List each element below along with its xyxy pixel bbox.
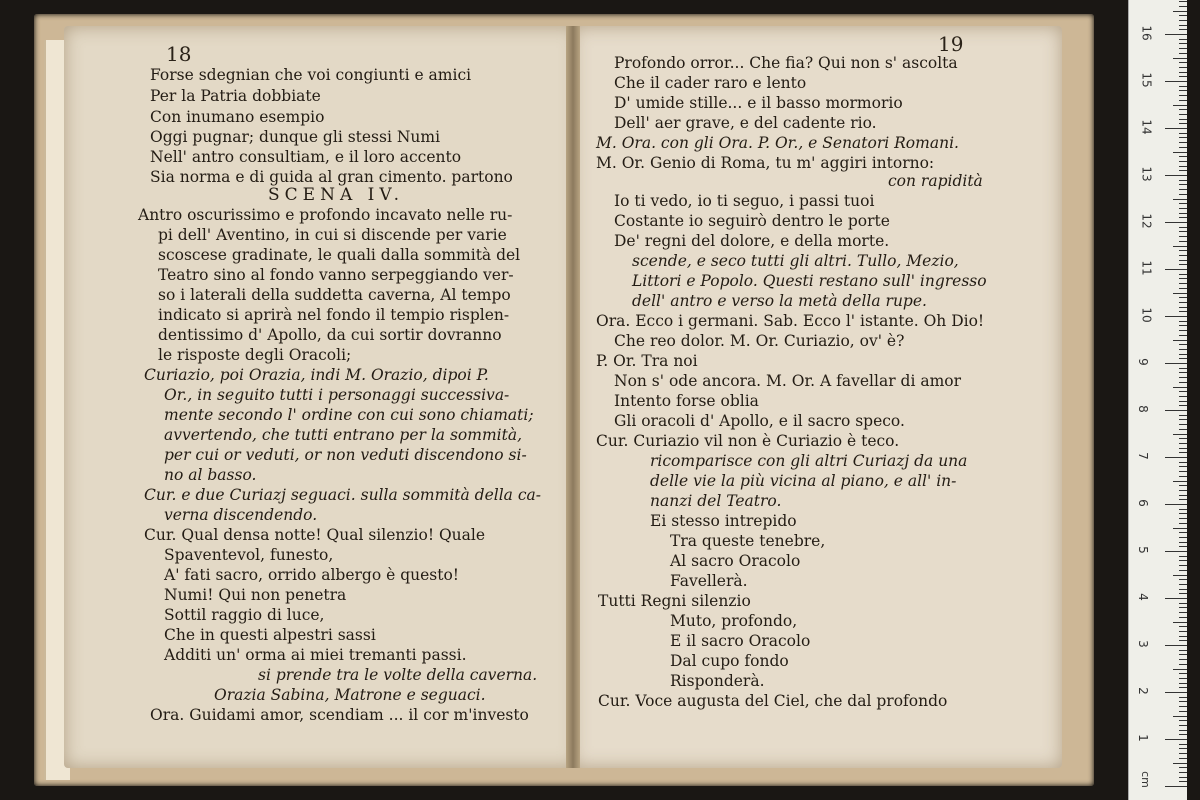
ruler-tick xyxy=(1179,664,1187,665)
ruler-tick xyxy=(1179,509,1187,510)
ruler-tick xyxy=(1179,744,1187,745)
ruler-label: 7 xyxy=(1135,452,1150,460)
ruler-tick xyxy=(1165,269,1187,270)
ruler-tick xyxy=(1173,481,1187,482)
text-line: Numi! Qui non penetra xyxy=(164,586,347,604)
ruler-tick xyxy=(1179,617,1187,618)
ruler-tick xyxy=(1179,20,1187,21)
ruler-tick xyxy=(1165,81,1187,82)
text-line: Sia norma e di guida al gran cimento. partono xyxy=(150,168,513,186)
text-line: Cur. Voce augusta del Ciel, che dal profondo xyxy=(598,692,948,710)
ruler-tick xyxy=(1179,119,1187,120)
text-line: Cur. e due Curiazj seguaci. sulla sommità della ca- xyxy=(144,486,542,504)
text-line: Antro oscurissimo e profondo incavato nelle ru- xyxy=(138,206,513,224)
ruler-tick xyxy=(1179,184,1187,185)
ruler-tick xyxy=(1179,673,1187,674)
ruler-tick xyxy=(1165,34,1187,35)
ruler-tick xyxy=(1179,570,1187,571)
text-line: Che reo dolor. M. Or. Curiazio, ov' è? xyxy=(614,332,905,350)
text-line: verna discendendo. xyxy=(164,506,318,524)
text-line: con rapidità xyxy=(888,172,983,190)
ruler-tick xyxy=(1179,730,1187,731)
ruler-tick xyxy=(1179,29,1187,30)
ruler-tick xyxy=(1179,748,1187,749)
text-line: Spaventevol, funesto, xyxy=(164,546,334,564)
ruler-tick xyxy=(1165,598,1187,599)
ruler-tick xyxy=(1179,603,1187,604)
text-line: Muto, profondo, xyxy=(670,612,798,630)
ruler-tick xyxy=(1179,401,1187,402)
ruler-tick xyxy=(1173,58,1187,59)
ruler-tick xyxy=(1179,476,1187,477)
text-line: Gli oracoli d' Apollo, e il sacro speco. xyxy=(614,412,905,430)
ruler-tick xyxy=(1179,133,1187,134)
text-line: Con inumano esempio xyxy=(150,108,325,126)
ruler-label: 2 xyxy=(1135,687,1150,695)
ruler-tick xyxy=(1179,76,1187,77)
text-line: dell' antro e verso la metà della rupe. xyxy=(632,292,927,310)
ruler-tick xyxy=(1179,513,1187,514)
ruler-tick xyxy=(1179,67,1187,68)
ruler-tick xyxy=(1173,763,1187,764)
ruler-tick xyxy=(1179,72,1187,73)
ruler-tick xyxy=(1179,452,1187,453)
ruler-tick xyxy=(1179,382,1187,383)
text-line: Ora. Ecco i germani. Sab. Ecco l' istante. Oh Dio! xyxy=(596,312,985,330)
ruler-tick xyxy=(1165,410,1187,411)
ruler-tick xyxy=(1165,222,1187,223)
ruler-tick xyxy=(1165,739,1187,740)
ruler-tick xyxy=(1165,551,1187,552)
ruler-tick xyxy=(1179,274,1187,275)
ruler-tick xyxy=(1179,777,1187,778)
ruler-tick xyxy=(1179,302,1187,303)
ruler-tick xyxy=(1179,142,1187,143)
text-line: no al basso. xyxy=(164,466,257,484)
ruler-tick xyxy=(1179,758,1187,759)
ruler-tick xyxy=(1179,90,1187,91)
ruler-tick xyxy=(1179,448,1187,449)
ruler-tick xyxy=(1173,105,1187,106)
ruler-label: 16 xyxy=(1139,25,1154,41)
ruler-tick xyxy=(1179,194,1187,195)
ruler-tick xyxy=(1165,363,1187,364)
ruler-tick xyxy=(1173,387,1187,388)
ruler-tick xyxy=(1179,725,1187,726)
text-line: Costante io seguirò dentro le porte xyxy=(614,212,890,230)
ruler-tick xyxy=(1179,593,1187,594)
ruler-tick xyxy=(1179,283,1187,284)
ruler-tick xyxy=(1173,293,1187,294)
ruler-tick xyxy=(1179,213,1187,214)
ruler-tick xyxy=(1179,161,1187,162)
text-line: Tutti Regni silenzio xyxy=(598,592,751,610)
ruler-tick xyxy=(1179,781,1187,782)
ruler-tick xyxy=(1179,180,1187,181)
ruler-tick xyxy=(1179,542,1187,543)
ruler-tick xyxy=(1179,1,1187,2)
ruler-tick xyxy=(1179,62,1187,63)
ruler-label: 13 xyxy=(1139,166,1154,182)
ruler-tick xyxy=(1179,471,1187,472)
text-line: Favellerà. xyxy=(670,572,748,590)
ruler-tick xyxy=(1179,137,1187,138)
ruler-tick xyxy=(1179,368,1187,369)
ruler-tick xyxy=(1179,490,1187,491)
ruler-tick xyxy=(1179,321,1187,322)
ruler-tick xyxy=(1173,622,1187,623)
text-line: avvertendo, che tutti entrano per la sommità, xyxy=(164,426,523,444)
ruler-tick xyxy=(1179,424,1187,425)
ruler-tick xyxy=(1179,231,1187,232)
ruler-tick xyxy=(1179,438,1187,439)
book-gutter xyxy=(566,26,580,768)
ruler-tick xyxy=(1173,669,1187,670)
text-line: scende, e seco tutti gli altri. Tullo, Mezio, xyxy=(632,252,959,270)
ruler-tick xyxy=(1179,391,1187,392)
text-line: Littori e Popolo. Questi restano sull' ingresso xyxy=(632,272,987,290)
ruler-tick xyxy=(1179,114,1187,115)
text-line: Ora. Guidami amor, scendiam ... il cor m'investo xyxy=(150,706,529,724)
ruler-tick xyxy=(1179,86,1187,87)
ruler-tick xyxy=(1179,217,1187,218)
ruler-tick xyxy=(1179,485,1187,486)
ruler-tick xyxy=(1179,15,1187,16)
text-line: E il sacro Oracolo xyxy=(670,632,811,650)
ruler-label: 6 xyxy=(1135,499,1150,507)
ruler-label: 4 xyxy=(1135,593,1150,601)
ruler-tick xyxy=(1173,434,1187,435)
ruler-tick xyxy=(1179,466,1187,467)
ruler-label: 10 xyxy=(1139,307,1154,323)
ruler-tick xyxy=(1179,372,1187,373)
text-line: Sottil raggio di luce, xyxy=(164,606,325,624)
ruler-tick xyxy=(1179,683,1187,684)
ruler-label: 15 xyxy=(1139,72,1154,88)
ruler-tick xyxy=(1179,95,1187,96)
ruler-tick xyxy=(1179,659,1187,660)
ruler-tick xyxy=(1179,532,1187,533)
ruler-tick xyxy=(1179,25,1187,26)
ruler-tick xyxy=(1179,227,1187,228)
text-line: nanzi del Teatro. xyxy=(650,492,782,510)
text-line: Oggi pugnar; dunque gli stessi Numi xyxy=(150,128,441,146)
ruler-tick xyxy=(1165,645,1187,646)
ruler-tick xyxy=(1179,330,1187,331)
ruler-tick xyxy=(1179,241,1187,242)
ruler-tick xyxy=(1179,100,1187,101)
text-line: De' regni del dolore, e della morte. xyxy=(614,232,890,250)
ruler-label: 5 xyxy=(1135,546,1150,554)
ruler-tick xyxy=(1179,560,1187,561)
ruler-tick xyxy=(1179,43,1187,44)
text-line: Che in questi alpestri sassi xyxy=(164,626,376,644)
ruler-tick xyxy=(1165,316,1187,317)
ruler-tick xyxy=(1179,523,1187,524)
ruler-tick xyxy=(1179,264,1187,265)
ruler-tick xyxy=(1179,556,1187,557)
text-line: M. Ora. con gli Ora. P. Or., e Senatori Romani. xyxy=(596,134,959,152)
ruler-tick xyxy=(1179,565,1187,566)
ruler-tick xyxy=(1179,584,1187,585)
ruler-tick xyxy=(1179,636,1187,637)
ruler-tick xyxy=(1165,175,1187,176)
ruler-tick xyxy=(1179,39,1187,40)
ruler-tick xyxy=(1173,528,1187,529)
measurement-ruler xyxy=(1128,0,1187,800)
ruler-tick xyxy=(1173,340,1187,341)
left-page-number: 18 xyxy=(166,42,192,66)
ruler-tick xyxy=(1179,109,1187,110)
ruler-tick xyxy=(1179,297,1187,298)
ruler-tick xyxy=(1179,495,1187,496)
ruler-tick xyxy=(1179,48,1187,49)
ruler-label: 14 xyxy=(1139,119,1154,135)
ruler-tick xyxy=(1179,711,1187,712)
ruler-tick xyxy=(1179,405,1187,406)
ruler-tick xyxy=(1165,128,1187,129)
ruler-tick xyxy=(1179,631,1187,632)
ruler-tick xyxy=(1179,358,1187,359)
ruler-tick xyxy=(1179,767,1187,768)
text-line: Ei stesso intrepido xyxy=(650,512,797,530)
text-line: P. Or. Tra noi xyxy=(596,352,698,370)
ruler-tick xyxy=(1179,396,1187,397)
text-line: Che il cader raro e lento xyxy=(614,74,807,92)
ruler-tick xyxy=(1165,504,1187,505)
ruler-tick xyxy=(1165,692,1187,693)
text-line: ricomparisce con gli altri Curiazj da una xyxy=(650,452,968,470)
ruler-label: 9 xyxy=(1135,358,1150,366)
ruler-unit-label: cm xyxy=(1138,771,1152,788)
text-line: Curiazio, poi Orazia, indi M. Orazio, dipoi P. xyxy=(144,366,489,384)
ruler-tick xyxy=(1179,678,1187,679)
text-line: Orazia Sabina, Matrone e seguaci. xyxy=(214,686,486,704)
ruler-tick xyxy=(1179,307,1187,308)
ruler-tick xyxy=(1179,462,1187,463)
ruler-tick xyxy=(1165,786,1187,787)
right-page-number: 19 xyxy=(938,32,964,56)
ruler-tick xyxy=(1179,499,1187,500)
text-line: Nell' antro consultiam, e il loro accento xyxy=(150,148,462,166)
ruler-tick xyxy=(1179,147,1187,148)
ruler-tick xyxy=(1173,199,1187,200)
ruler-tick xyxy=(1179,697,1187,698)
ruler-label: 1 xyxy=(1135,734,1150,742)
ruler-tick xyxy=(1179,250,1187,251)
ruler-tick xyxy=(1179,518,1187,519)
ruler-tick xyxy=(1179,354,1187,355)
ruler-tick xyxy=(1179,772,1187,773)
ruler-tick xyxy=(1179,236,1187,237)
text-line: mente secondo l' ordine con cui sono chiamati; xyxy=(164,406,534,424)
ruler-tick xyxy=(1179,626,1187,627)
ruler-tick xyxy=(1179,288,1187,289)
text-line: Forse sdegnian che voi congiunti e amici xyxy=(150,66,472,84)
ruler-tick xyxy=(1165,457,1187,458)
ruler-tick xyxy=(1179,278,1187,279)
ruler-tick xyxy=(1179,255,1187,256)
text-line: Intento forse oblia xyxy=(614,392,759,410)
ruler-tick xyxy=(1179,720,1187,721)
ruler-tick xyxy=(1179,415,1187,416)
text-line: Per la Patria dobbiate xyxy=(150,87,321,105)
text-line: per cui or veduti, or non veduti discendono si- xyxy=(164,446,527,464)
ruler-tick xyxy=(1179,687,1187,688)
ruler-tick xyxy=(1179,208,1187,209)
text-line: Tra queste tenebre, xyxy=(670,532,826,550)
ruler-tick xyxy=(1179,6,1187,7)
ruler-tick xyxy=(1179,377,1187,378)
ruler-label: 8 xyxy=(1135,405,1150,413)
text-line: Additi un' orma ai miei tremanti passi. xyxy=(164,646,467,664)
text-line: Dell' aer grave, e del cadente rio. xyxy=(614,114,877,132)
ruler-tick xyxy=(1179,325,1187,326)
ruler-label: 12 xyxy=(1139,213,1154,229)
ruler-tick xyxy=(1179,589,1187,590)
text-line: scoscese gradinate, le quali dalla sommità del xyxy=(158,246,521,264)
ruler-tick xyxy=(1173,575,1187,576)
ruler-tick xyxy=(1179,166,1187,167)
text-line: Io ti vedo, io ti seguo, i passi tuoi xyxy=(614,192,875,210)
text-line: delle vie la più vicina al piano, e all' in- xyxy=(650,472,957,490)
ruler-tick xyxy=(1179,701,1187,702)
ruler-tick xyxy=(1179,537,1187,538)
text-line: D' umide stille... e il basso mormorio xyxy=(614,94,903,112)
text-line: Risponderà. xyxy=(670,672,765,690)
text-line: Teatro sino al fondo vanno serpeggiando ver- xyxy=(158,266,514,284)
ruler-tick xyxy=(1179,203,1187,204)
ruler-tick xyxy=(1179,654,1187,655)
text-line: Al sacro Oracolo xyxy=(670,552,801,570)
ruler-tick xyxy=(1173,11,1187,12)
text-line: si prende tra le volte della caverna. xyxy=(258,666,538,684)
ruler-tick xyxy=(1179,734,1187,735)
ruler-tick xyxy=(1179,443,1187,444)
ruler-tick xyxy=(1173,152,1187,153)
text-line: SCENA IV. xyxy=(268,185,405,205)
text-line: Cur. Curiazio vil non è Curiazio è teco. xyxy=(596,432,900,450)
ruler-tick xyxy=(1179,260,1187,261)
ruler-tick xyxy=(1179,607,1187,608)
ruler-tick xyxy=(1179,419,1187,420)
ruler-tick xyxy=(1179,156,1187,157)
text-line: Or., in seguito tutti i personaggi successiva- xyxy=(164,386,510,404)
text-line: Cur. Qual densa notte! Qual silenzio! Quale xyxy=(144,526,486,544)
ruler-tick xyxy=(1179,650,1187,651)
text-line: le risposte degli Oracoli; xyxy=(158,346,352,364)
ruler-tick xyxy=(1179,706,1187,707)
ruler-label: 3 xyxy=(1135,640,1150,648)
ruler-tick xyxy=(1179,53,1187,54)
ruler-tick xyxy=(1179,311,1187,312)
ruler-tick xyxy=(1179,546,1187,547)
ruler-label: 11 xyxy=(1139,260,1154,276)
text-line: Non s' ode ancora. M. Or. A favellar di amor xyxy=(614,372,962,390)
ruler-tick xyxy=(1173,716,1187,717)
ruler-tick xyxy=(1179,579,1187,580)
ruler-tick xyxy=(1179,189,1187,190)
text-line: indicato si aprirà nel fondo il tempio risplen- xyxy=(158,306,510,324)
ruler-tick xyxy=(1179,612,1187,613)
text-line: so i laterali della suddetta caverna, Al tempo xyxy=(158,286,511,304)
text-line: A' fati sacro, orrido albergo è questo! xyxy=(164,566,460,584)
ruler-tick xyxy=(1173,246,1187,247)
text-line: M. Or. Genio di Roma, tu m' aggiri intorno: xyxy=(596,154,935,172)
ruler-tick xyxy=(1179,753,1187,754)
ruler-tick xyxy=(1179,344,1187,345)
ruler-tick xyxy=(1179,429,1187,430)
ruler-tick xyxy=(1179,335,1187,336)
text-line: Profondo orror... Che fia? Qui non s' ascolta xyxy=(614,54,958,72)
ruler-tick xyxy=(1179,123,1187,124)
text-line: Dal cupo fondo xyxy=(670,652,789,670)
ruler-tick xyxy=(1179,640,1187,641)
ruler-tick xyxy=(1179,170,1187,171)
text-line: dentissimo d' Apollo, da cui sortir dovranno xyxy=(158,326,502,344)
text-line: pi dell' Aventino, in cui si discende per varie xyxy=(158,226,507,244)
ruler-tick xyxy=(1179,349,1187,350)
